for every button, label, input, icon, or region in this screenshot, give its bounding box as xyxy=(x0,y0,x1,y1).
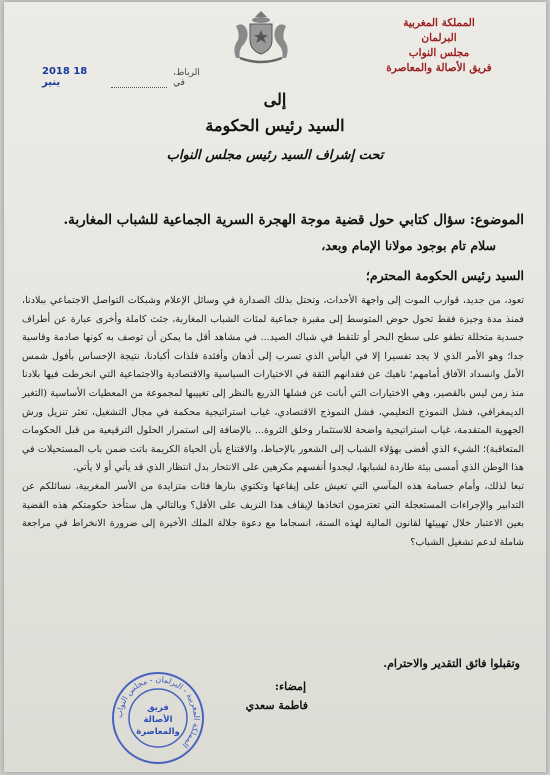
letterhead-house: مجلس النواب xyxy=(408,47,470,59)
recipient-supervision: تحت إشراف السيد رئيس مجلس النواب xyxy=(166,148,384,163)
letterhead-group: فريق الأصالة والمعاصرة xyxy=(386,62,492,74)
letter-salutation: السيد رئيس الحكومة المحترم؛ xyxy=(365,268,524,283)
body-paragraph-1: تعود، من جديد، قوارب الموت إلى واجهة الأحداث، وتحتل بذلك الصدارة في وسائل الإعلام وشبكات التواصل الاجتماعي ببلادنا، فمنذ مدة وجيزة فقط تحول حوض المتوسط إلى مقبرة جماعية لمئات الشباب المغاربة، جثث كاملة وأخرى عبارة عن أطراف جسدية متحللة تطفو على سطح البحر أو تلتقط في شباك الصيد... في مشاهد أقل ما يمكن أن توصف به كونها صادمة وقاسية جدا؛ وهو الأمر الذي لا يجد تفسيرا إلا في اليأس الذي تسرب إلى أذهان وأفئدة فلذات أكبادنا، نتيجة الإحساس بأفول شمس الأمل وانسداد الآفاق أمامهم؛ ناهيك عن فقدانهم الثقة في الاختيارات السياسية والاقتصادية والاجتماعية التي انخرطت فيها بلادنا منذ زمن ليس بالقصير، وهي الاختيارات التي أبانت عن فشلها الذريع بالنظر إلى تغييبها لمجموعة من المعطيات الأساسية (التغير الديمغرافي، فشل النموذج التعليمي، فشل النموذج الاقتصادي، غياب استراتيجية محكمة في مجال التشغيل، تعثر تنزيل ورش الجهوية المتقدمة، غياب استراتيجية واضحة للاستثمار وخلق الثروة... بالإضافة إلى استمرار الحلول الترقيعية من قبل الحكومات المتعاقبة)؛ الشيء الذي أفضى بهؤلاء الشباب إلى الشعور بالإحباط، والاقتناع بأن الحياة الكريمة باتت ضمن باب المستحيلات في هذا الوطن الذي أمسى بيئة طاردة لشبابها، ليجدوا أنفسهم مكرهين على الانتحار بدل انتظار الذي قد يأتي أو لا يأتي. xyxy=(22,295,524,474)
body-paragraph-2: تبعا لذلك، وأمام جسامة هذه المآسي التي تعيش على إيقاعها وتكتوي بنارها فئات متزايدة من الأسر المغربية، نسائلكم عن التدابير والإجراءات المستعجلة التي تعتزمون اتخاذها لإيقاف هذا النزيف على الأقل؟ وبالتالي هل ستأخذ حكومتكم هذه القضية بعين الاعتبار خلال تهييئها لقانون المالية لهذه السنة، انسجاما مع دعوة جلالة الملك الأخيرة إلى ضرورة الانخراط في مراجعة شاملة لدعم تشغيل الشباب؟ xyxy=(22,480,524,548)
letter-body xyxy=(22,292,524,552)
recipient-name: السيد رئيس الحكومة xyxy=(205,116,345,135)
signature-name: فاطمة سعدي xyxy=(245,699,308,712)
date-label: الرباط، في xyxy=(173,68,200,88)
stamp-inner-line-1: فريق xyxy=(147,703,169,713)
official-stamp xyxy=(110,670,206,766)
date-line xyxy=(42,68,212,88)
letterhead-kingdom: المملكة المغربية xyxy=(403,17,475,29)
letter-closing: وتقبلوا فائق التقدير والاحترام. xyxy=(383,657,520,670)
coat-of-arms-emblem xyxy=(226,6,296,66)
stamp-outer-text: المملكة المغربية - البرلمان - مجلس النواب xyxy=(114,674,202,750)
letterhead xyxy=(354,16,524,76)
recipient-to: إلى xyxy=(263,90,287,109)
signature-label: إمضاء: xyxy=(274,680,306,693)
letter-page xyxy=(4,2,546,772)
letter-subject: الموضوع: سؤال كتابي حول قضية موجة الهجرة السرية الجماعية للشباب المغاربة. xyxy=(63,212,524,228)
letter-greeting: سلام تام بوجود مولانا الإمام وبعد، xyxy=(321,238,496,253)
stamp-inner-line-3: والمعاصرة xyxy=(136,727,180,737)
date-stamp: 2018 18 ينير xyxy=(42,66,88,88)
date-dotted-line xyxy=(111,77,167,88)
letterhead-parliament: البرلمان xyxy=(421,32,457,44)
stamp-inner-line-2: الأصالة xyxy=(143,715,173,725)
